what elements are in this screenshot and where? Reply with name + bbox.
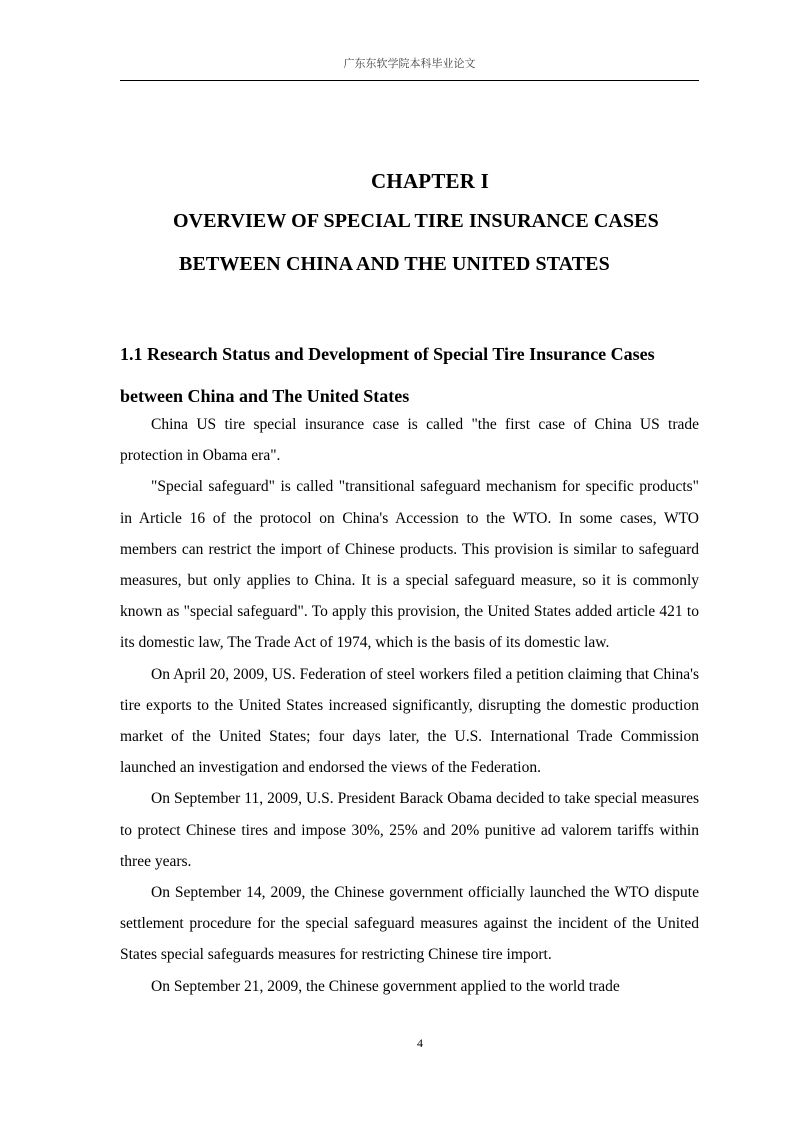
section-heading: 1.1 Research Status and Development of Special Tire Insurance Cases between China and The United States	[120, 344, 655, 406]
paragraph: "Special safeguard" is called "transitional safeguard mechanism for specific products" in Article 16 of the protocol on China's Accession to the WTO. In some cases, WTO members can restrict the import of Chinese products. This provision is similar to safeguard measures, but only applies to China. It is a special safeguard measure, so it is commonly known as "special safeguard". To apply this provision, the United States added article 421 to its domestic law, The Trade Act of 1974, which is the basis of its domestic law.	[120, 478, 699, 652]
chapter-title-line-2: BETWEEN CHINA AND THE UNITED STATES	[179, 253, 610, 275]
paragraph: On September 11, 2009, U.S. President Barack Obama decided to take special measures to protect Chinese tires and impose 30%, 25% and 20% punitive ad valorem tariffs within three years.	[120, 790, 699, 870]
chapter-title-line-1: OVERVIEW OF SPECIAL TIRE INSURANCE CASES	[173, 210, 659, 232]
running-header: 广东东软学院本科毕业论文	[343, 57, 476, 70]
page-number: 4	[417, 1036, 423, 1050]
header-divider	[120, 80, 699, 81]
paragraph: On September 21, 2009, the Chinese government applied to the world trade	[151, 977, 620, 995]
paragraph: On April 20, 2009, US. Federation of steel workers filed a petition claiming that China's tire exports to the United States increased significantly, disrupting the domestic production market of the United States; four days later, the U.S. International Trade Commission launched an investigation and endorsed the views of the Federation.	[120, 665, 699, 777]
chapter-number: CHAPTER I	[371, 169, 489, 193]
body-text	[120, 409, 699, 1002]
paragraph: China US tire special insurance case is called "the first case of China US trade protection in Obama era".	[120, 416, 699, 465]
paragraph: On September 14, 2009, the Chinese government officially launched the WTO dispute settlement procedure for the special safeguard measures against the incident of the United States special safeguards measures for restricting Chinese tire import.	[120, 884, 699, 964]
